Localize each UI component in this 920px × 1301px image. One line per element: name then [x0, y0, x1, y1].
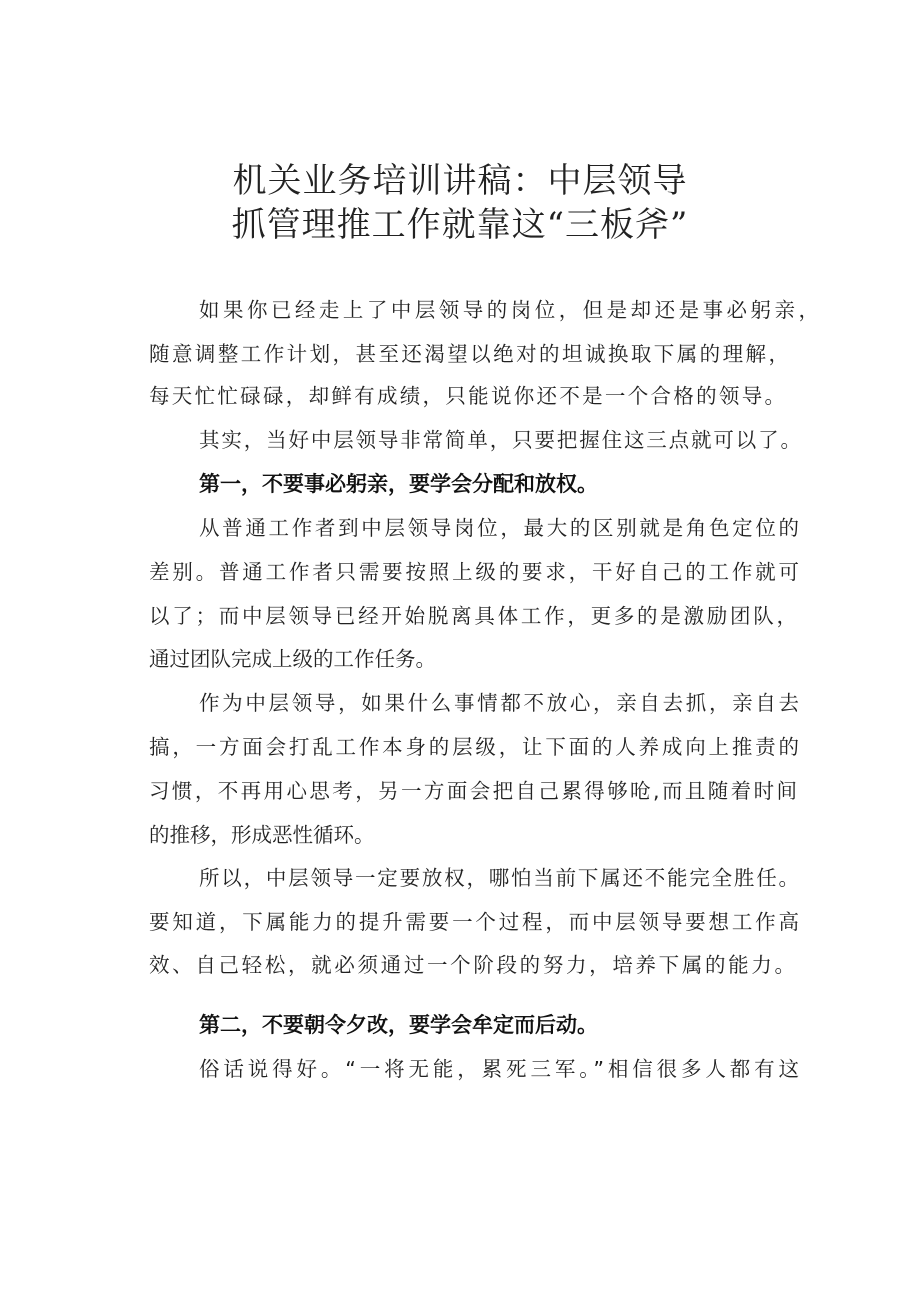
paragraph-line: 如果你已经走上了中层领导的岗位，但是却还是事必躬亲，: [199, 298, 819, 322]
paragraph-line: 随意调整工作计划，甚至还渴望以绝对的坦诚换取下属的理解，: [149, 342, 789, 366]
document-title-line-1: 机关业务培训讲稿：中层领导: [232, 161, 688, 201]
paragraph-line: 效、自己轻松，就必须通过一个阶段的努力，培养下属的能力。: [149, 953, 795, 977]
paragraph-line: 每天忙忙碌碌，却鲜有成绩，只能说你还不是一个合格的领导。: [149, 384, 785, 408]
paragraph-line: 从普通工作者到中层领导岗位，最大的区别就是角色定位的: [199, 516, 799, 540]
paragraph-line: 差别。普通工作者只需要按照上级的要求，干好自己的工作就可: [149, 560, 799, 584]
paragraph-line: 的推移，形成恶性循环。: [149, 823, 375, 847]
paragraph-line: 习惯，不再用心思考，另一方面会把自己累得够呛,而且随着时间: [149, 779, 797, 803]
paragraph-line: 以了；而中层领导已经开始脱离具体工作，更多的是激励团队，: [149, 604, 797, 628]
paragraph-line: 俗话说得好。“一将无能，累死三军。”相信很多人都有这: [199, 1057, 799, 1081]
document-title-line-2: 抓管理推工作就靠这“三板斧”: [231, 205, 689, 245]
paragraph-line: 所以，中层领导一定要放权，哪怕当前下属还不能完全胜任。: [199, 866, 799, 890]
paragraph-line: 作为中层领导，如果什么事情都不放心，亲自去抓，亲自去: [199, 691, 799, 715]
paragraph-line: 搞，一方面会打乱工作本身的层级，让下面的人养成向上推责的: [149, 735, 799, 759]
paragraph-line: 其实，当好中层领导非常简单，只要把握住这三点就可以了。: [199, 428, 801, 452]
section-heading: 第一，不要事必躬亲，要学会分配和放权。: [199, 472, 598, 496]
section-heading: 第二，不要朝令夕改，要学会牟定而后动。: [199, 1013, 598, 1037]
paragraph-line: 通过团队完成上级的工作任务。: [149, 647, 436, 671]
paragraph-line: 要知道，下属能力的提升需要一个过程，而中层领导要想工作高: [149, 910, 799, 934]
